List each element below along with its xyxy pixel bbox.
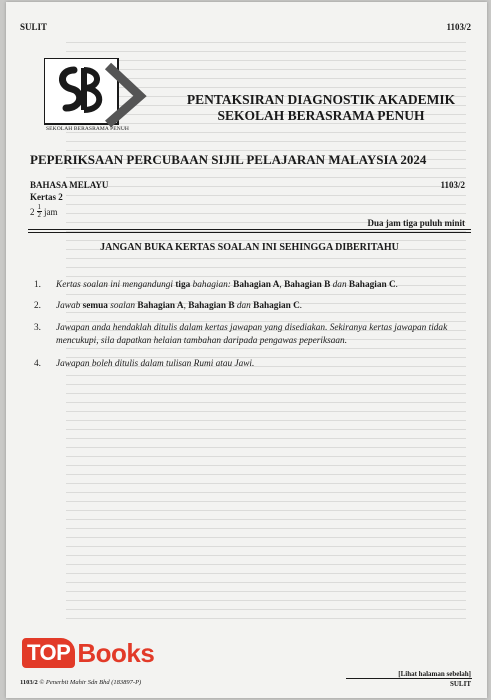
sbp-logo	[44, 58, 154, 132]
footer-publisher	[20, 679, 141, 686]
instruction-item	[34, 279, 464, 292]
logo-caption: SEKOLAH BERASRAMA PENUH	[46, 126, 129, 132]
divider-line	[28, 232, 471, 233]
instruction-text: Jawab semua soalan Bahagian A, Bahagian B dan Bahagian C.	[56, 301, 303, 311]
duration-whole: 2	[30, 206, 35, 217]
organization-name	[171, 92, 471, 124]
subject-code: 1103/2	[440, 180, 465, 190]
topbooks-watermark	[22, 638, 154, 668]
instruction-text: Jawapan boleh ditulis dalam tulisan Rumi atau Jawi.	[56, 359, 255, 369]
publisher-name: © Penerbit Mahir Sdn Bhd (183897-P)	[39, 679, 142, 686]
instruction-number: 2.	[34, 301, 41, 311]
instruction-text: Jawapan anda hendaklah ditulis dalam kertas jawapan yang disediakan. Sekiranya kertas jawapan tidak mencukupi, sila dapatkan helaian tambahan daripada pengawas peperiksaan.	[56, 323, 448, 346]
instruction-item	[34, 300, 464, 313]
exam-page	[6, 2, 487, 698]
instruction-number: 1.	[34, 280, 41, 290]
duration-fraction	[37, 204, 43, 219]
fraction-denominator: 2	[37, 211, 41, 219]
organization-line-2: SEKOLAH BERASRAMA PENUH	[217, 108, 425, 123]
subject-name: BAHASA MELAYU	[30, 180, 109, 190]
exam-duration	[30, 204, 58, 219]
instruction-item	[34, 358, 464, 371]
brand-top: TOP	[22, 638, 75, 668]
paper-number: Kertas 2	[30, 192, 63, 202]
footer-divider	[346, 678, 472, 679]
duration-unit: jam	[44, 206, 58, 217]
instruction-number: 3.	[34, 323, 41, 333]
divider-line	[28, 229, 471, 230]
fraction-numerator: 1	[37, 203, 41, 211]
duration-words: Dua jam tiga puluh minit	[367, 218, 465, 228]
exam-title: PEPERIKSAAN PERCUBAAN SIJIL PELAJARAN MALAYSIA 2024	[30, 152, 427, 167]
instruction-number: 4.	[34, 359, 41, 369]
instruction-item	[34, 322, 464, 348]
brand-books: Books	[77, 638, 155, 668]
page-code: 1103/2	[446, 22, 471, 32]
organization-line-1: PENTAKSIRAN DIAGNOSTIK AKADEMIK	[186, 92, 456, 107]
instruction-text: Kertas soalan ini mengandungi tiga bahagian: Bahagian A, Bahagian B dan Bahagian C.	[56, 280, 399, 290]
footer-classification: SULIT	[449, 680, 471, 688]
next-page-note: [Lihat halaman sebelah]	[398, 670, 471, 678]
warning-notice: JANGAN BUKA KERTAS SOALAN INI SEHINGGA DIBERITAHU	[100, 242, 399, 253]
classification-label: SULIT	[20, 22, 48, 32]
footer-code: 1103/2	[20, 679, 38, 686]
